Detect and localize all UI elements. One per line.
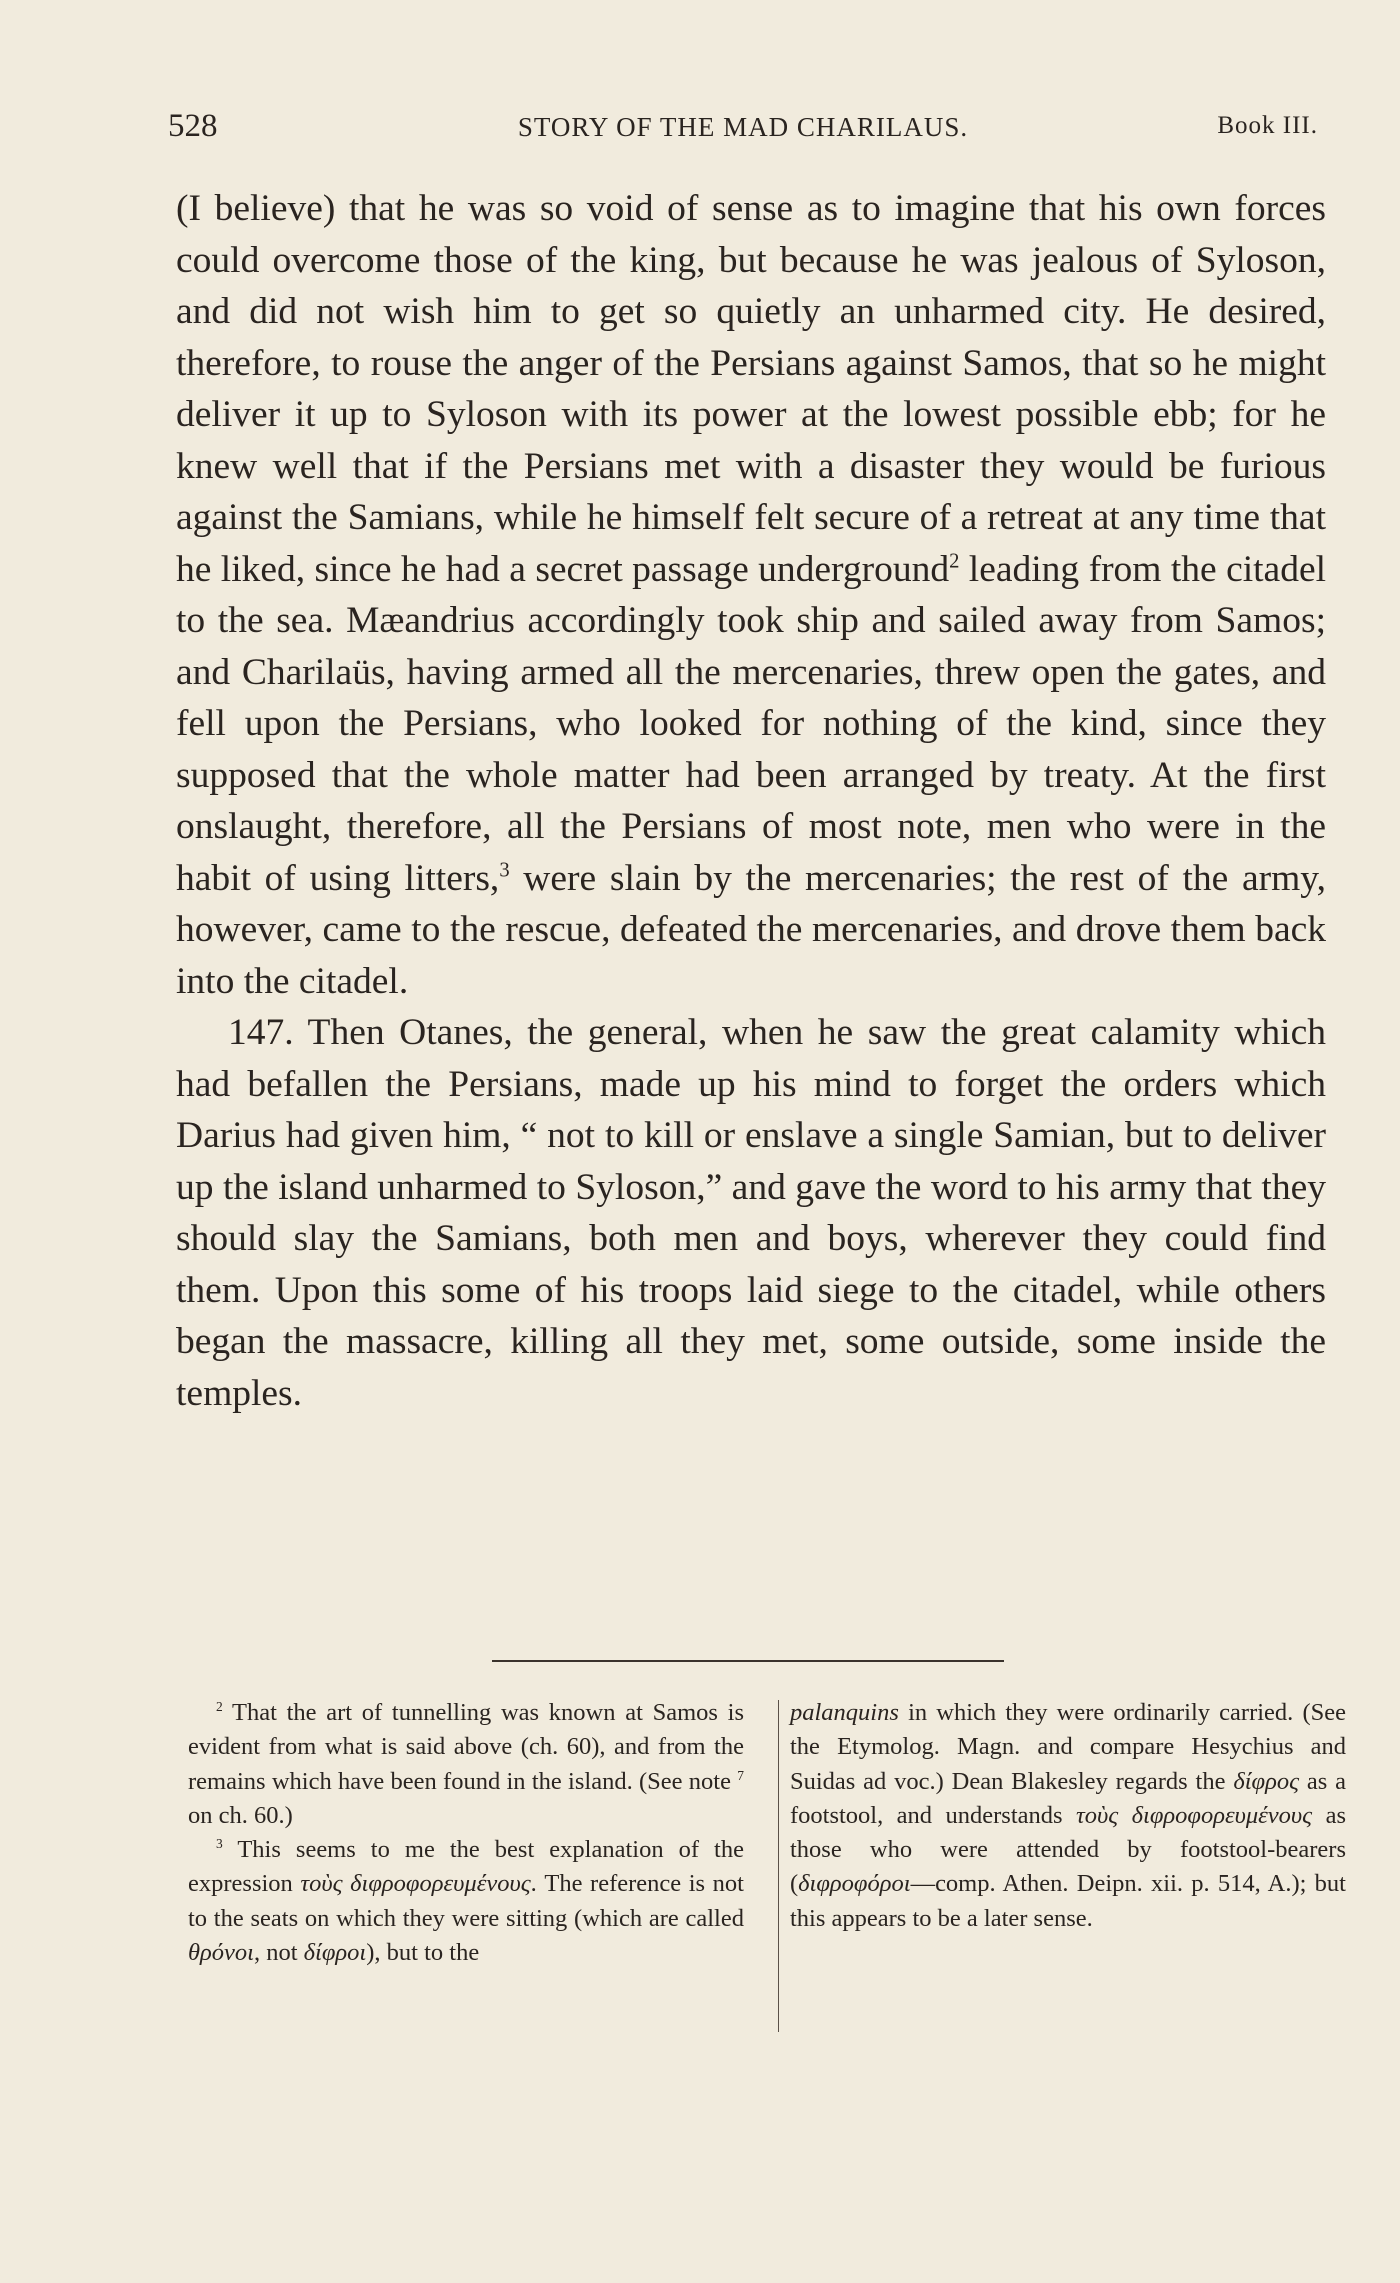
footnote-number: 2 xyxy=(216,1698,223,1714)
running-title: STORY OF THE MAD CHARILAUS. xyxy=(517,112,969,142)
text-run: as a footstool, and understands xyxy=(790,1767,1346,1829)
text-run: (I believe) that he was so void of sense as to imagine that his own forces could overcome those of the king, but because he was jealous of Syloson, and did not wish him to get so quietly an unharmed city. He desired, therefore, to rouse the anger of the Persians against Samos, that so he might deliver it up to Syloson with its power at the lowest possible ebb; for he knew well that if the Persians met with a disaster they would be furious against the Samians, while he himself felt secure of a retreat at any time that he liked, since he had a secret passage underground xyxy=(176,188,1326,590)
text-run: . The reference is not to the seats on which they were sitting (which are called xyxy=(188,1870,744,1932)
page-number: 528 xyxy=(168,108,218,144)
footnote-column-right xyxy=(790,1696,1346,1936)
main-text xyxy=(176,183,1326,1419)
text-run: ), but to the xyxy=(366,1939,480,1967)
greek-term: δίφροι xyxy=(303,1939,367,1967)
footnote-ref-2[interactable]: 2 xyxy=(949,550,960,572)
footnote-ref-3[interactable]: 3 xyxy=(499,859,510,881)
greek-term: τοὺς διφροφορευμένους xyxy=(1075,1801,1313,1829)
italic-term: palanquins xyxy=(790,1699,899,1726)
text-run: , not xyxy=(253,1939,304,1967)
footnote-column-left xyxy=(188,1696,744,1970)
text-run: leading from the citadel to the sea. Mæandrius accordingly took ship and sailed away from Samos; and Charilaüs, having armed all the mercenaries, threw open the gates, and fell upon the Persians, who looked for nothing of the kind, since they supposed that the whole matter had been arranged by treaty. At the first onslaught, therefore, all the Persians of most note, men who were in the habit of using litters, xyxy=(176,548,1327,899)
greek-term: δίφρος xyxy=(1233,1767,1300,1795)
greek-term: θρόνοι xyxy=(188,1939,254,1967)
column-separator xyxy=(778,1700,779,2032)
greek-term: διφροφόροι xyxy=(798,1870,911,1898)
note-ref-7: 7 xyxy=(737,1767,744,1783)
running-header xyxy=(168,108,1318,148)
footnote-2 xyxy=(188,1696,744,1833)
paragraph-147: 147. Then Otanes, the general, when he saw the great calamity which had befallen the Persians, made up his mind to forget the orders which Darius had given him, “ not to kill or enslave a single Samian, but to deliver up the island unharmed to Syloson,” and gave the word to his army that they should slay the Samians, both men and boys, wherever they could find them. Upon this some of his troops laid siege to the citadel, while others began the massacre, killing all they met, some outside, some inside the temples. xyxy=(176,1012,1326,1414)
footnote-divider xyxy=(492,1660,1004,1662)
text-run: were slain by the mercenaries; the rest of the army, however, came to the rescue, defeated the mercenaries, and drove them back into the citadel. xyxy=(176,857,1326,1002)
text-run: on ch. 60.) xyxy=(188,1801,293,1829)
footnotes xyxy=(188,1696,1346,2036)
paragraph-146-continued xyxy=(176,183,1326,1007)
text-run: as those who were attended by footstool-bearers ( xyxy=(790,1801,1346,1898)
greek-term: τοὺς διφροφορευμένους xyxy=(300,1870,531,1898)
footnote-number: 3 xyxy=(216,1836,223,1852)
text-run: That the art of tunnelling was known at Samos is evident from what is said above (ch. 60), and from the remains which have been found in the island. (See note xyxy=(188,1699,744,1795)
text-run: This seems to me the best explanation of the expression xyxy=(188,1836,744,1898)
footnote-3 xyxy=(188,1833,744,1970)
text-run: in which they were ordinarily carried. (See the Etymolog. Magn. and compare Hesychius and Suidas ad voc.) Dean Blakesley regards the xyxy=(790,1699,1346,1795)
footnote-3-continued xyxy=(790,1696,1346,1936)
text-run: —comp. Athen. Deipn. xii. p. 514, A.); but this appears to be a later sense. xyxy=(790,1870,1346,1932)
book-label: Book III. xyxy=(1217,112,1318,139)
